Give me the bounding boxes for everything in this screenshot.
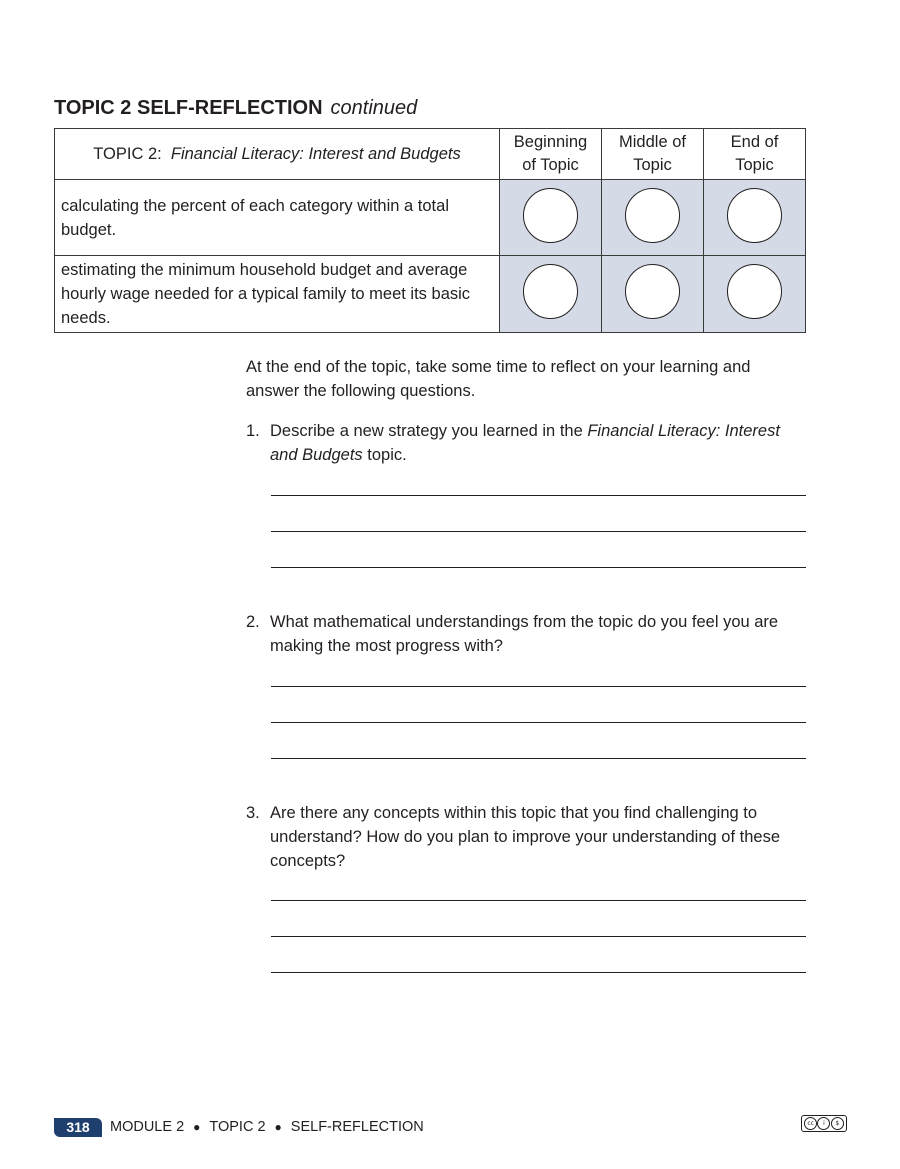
answer-line[interactable] bbox=[271, 722, 806, 723]
answer-line[interactable] bbox=[271, 495, 806, 496]
footer-module: MODULE 2 bbox=[110, 1119, 185, 1135]
question-text-part: Describe a new strategy you learned in the bbox=[270, 422, 588, 440]
answer-line[interactable] bbox=[271, 936, 806, 937]
question-topic-name: Financial Literacy: Interest and Budgets bbox=[270, 422, 780, 464]
answer-line[interactable] bbox=[271, 758, 806, 759]
bullet-separator: ● bbox=[193, 1120, 201, 1134]
rating-cell-beginning[interactable] bbox=[500, 256, 602, 333]
topic-header-cell bbox=[55, 129, 500, 180]
question-2 bbox=[246, 610, 806, 658]
page-heading bbox=[54, 95, 417, 121]
page-number: 318 bbox=[54, 1118, 102, 1137]
question-number: 3. bbox=[246, 804, 260, 822]
question-number: 2. bbox=[246, 613, 260, 631]
column-header-middle bbox=[602, 129, 704, 180]
question-text bbox=[270, 419, 806, 467]
footer-section: SELF-REFLECTION bbox=[290, 1119, 424, 1135]
column-header-line: Topic bbox=[633, 156, 672, 174]
reflection-intro: At the end of the topic, take some time to reflect on your learning and answer the following questions. bbox=[246, 358, 751, 400]
answer-line[interactable] bbox=[271, 531, 806, 532]
self-reflection-table bbox=[54, 128, 806, 333]
answer-line[interactable] bbox=[271, 567, 806, 568]
row-statement: estimating the minimum household budget and average hourly wage needed for a typical family to meet its basic needs. bbox=[55, 256, 500, 333]
table-row bbox=[55, 256, 806, 333]
column-header-line: Middle of bbox=[619, 133, 686, 151]
circle-rating-icon[interactable] bbox=[523, 188, 578, 243]
table-header-row bbox=[55, 129, 806, 180]
heading-continued: continued bbox=[330, 97, 418, 119]
question-text: Are there any concepts within this topic that you find challenging to understand? How do you plan to improve your understanding of these concepts? bbox=[270, 804, 780, 870]
circle-rating-icon[interactable] bbox=[727, 264, 782, 319]
column-header-beginning bbox=[500, 129, 602, 180]
rating-cell-middle[interactable] bbox=[602, 256, 704, 333]
circle-rating-icon[interactable] bbox=[523, 264, 578, 319]
creative-commons-license-icon bbox=[801, 1115, 847, 1132]
circle-rating-icon[interactable] bbox=[727, 188, 782, 243]
topic-label: TOPIC 2: bbox=[93, 144, 162, 163]
question-3 bbox=[246, 801, 806, 873]
question-text: What mathematical understandings from the topic do you feel you are making the most progress with? bbox=[270, 613, 779, 655]
by-icon: i bbox=[817, 1117, 830, 1130]
heading-title: TOPIC 2 SELF-REFLECTION bbox=[54, 97, 323, 119]
column-header-line: Beginning bbox=[513, 133, 588, 151]
answer-line[interactable] bbox=[271, 686, 806, 687]
column-header-line: Topic bbox=[735, 156, 774, 174]
column-header-end bbox=[704, 129, 806, 180]
question-text-part: topic. bbox=[362, 446, 407, 464]
answer-line[interactable] bbox=[271, 972, 806, 973]
rating-cell-beginning[interactable] bbox=[500, 180, 602, 256]
circle-rating-icon[interactable] bbox=[625, 188, 680, 243]
question-1 bbox=[246, 419, 806, 467]
rating-cell-end[interactable] bbox=[704, 180, 806, 256]
cc-icon: cc bbox=[804, 1117, 817, 1130]
table-row bbox=[55, 180, 806, 256]
column-header-line: End of bbox=[730, 133, 779, 151]
column-header-line: of Topic bbox=[522, 156, 579, 174]
row-statement: calculating the percent of each category within a total budget. bbox=[55, 180, 500, 256]
nc-icon: $ bbox=[831, 1117, 844, 1130]
footer-topic: TOPIC 2 bbox=[209, 1119, 266, 1135]
circle-rating-icon[interactable] bbox=[625, 264, 680, 319]
rating-cell-end[interactable] bbox=[704, 256, 806, 333]
topic-name: Financial Literacy: Interest and Budgets bbox=[170, 144, 461, 163]
bullet-separator: ● bbox=[274, 1120, 282, 1134]
question-number: 1. bbox=[246, 422, 260, 440]
answer-line[interactable] bbox=[271, 900, 806, 901]
page-footer bbox=[54, 1117, 424, 1137]
rating-cell-middle[interactable] bbox=[602, 180, 704, 256]
